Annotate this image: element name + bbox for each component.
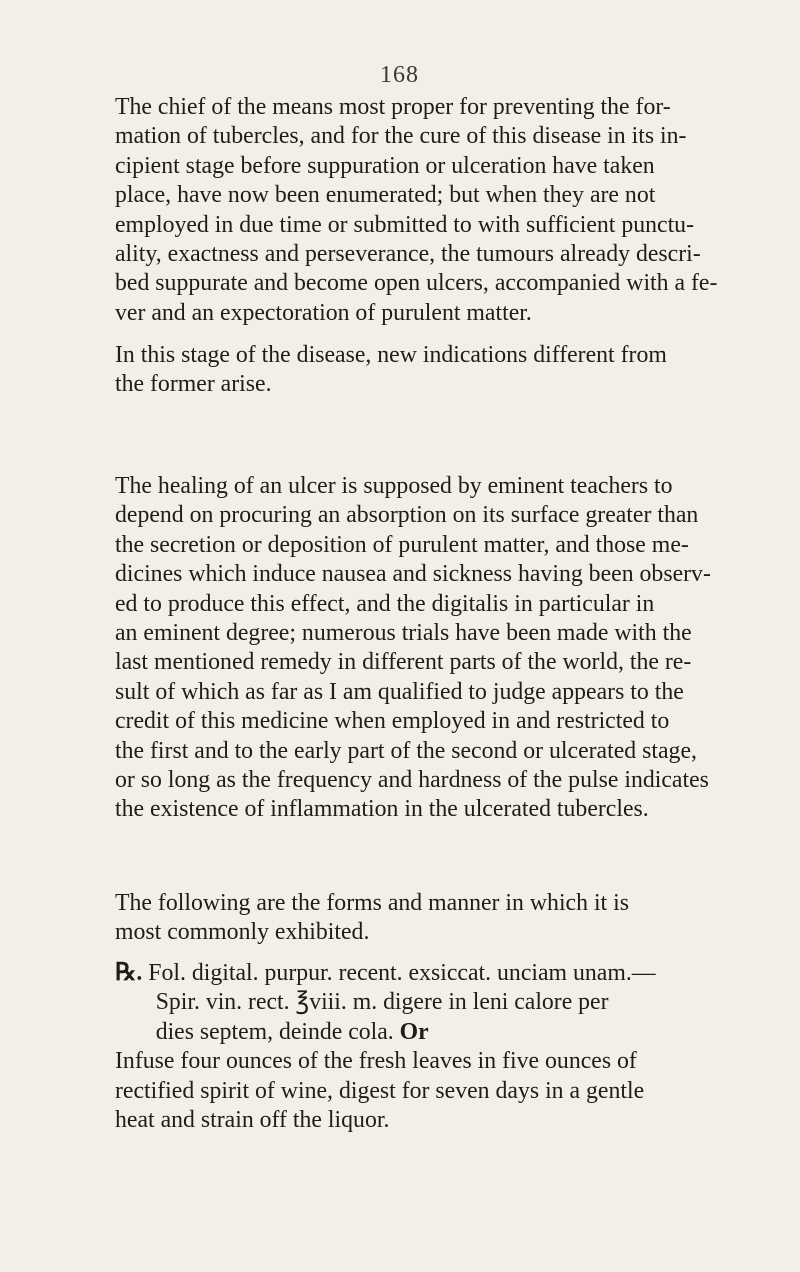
text-line: The healing of an ulcer is supposed by eminent teachers to (115, 472, 673, 499)
recipe-text: Fol. digital. purpur. recent. exsiccat. unciam unam.— (148, 959, 656, 986)
text-line: most commonly exhibited. (115, 918, 370, 946)
recipe-line (115, 1017, 429, 1046)
text-line: In this stage of the disease, new indications different from (115, 341, 667, 368)
text-line: employed in due time or submitted to with sufficient punctu- (115, 210, 695, 238)
text-line: ver and an expectoration of purulent matter. (115, 298, 532, 326)
paragraph-healing-ulcer (115, 471, 800, 824)
text-line: the first and to the early part of the second or ulcerated stage, (115, 736, 697, 764)
text-line: last mentioned remedy in different parts of the world, the re- (115, 648, 692, 676)
text-line: dicines which induce nausea and sickness having been observ- (115, 560, 711, 588)
recipe-line: heat and strain off the liquor. (115, 1106, 390, 1134)
paragraph-new-indications (115, 340, 800, 399)
page-number: 168 (380, 62, 419, 88)
recipe-text: dies septem, deinde cola. (155, 1017, 394, 1045)
recipe-block (115, 958, 800, 1134)
text-line: mation of tubercles, and for the cure of this disease in its in- (115, 122, 687, 150)
text-line: cipient stage before suppuration or ulceration have taken (115, 151, 655, 179)
text-line: place, have now been enumerated; but when they are not (115, 181, 656, 209)
recipe-line: rectified spirit of wine, digest for seven days in a gentle (115, 1076, 645, 1104)
text-line: The chief of the means most proper for preventing the for- (115, 93, 671, 120)
text-line: the secretion or deposition of purulent matter, and those me- (115, 530, 689, 558)
text-line: sult of which as far as I am qualified to judge appears to the (115, 677, 684, 705)
text-line: or so long as the frequency and hardness of the pulse indicates (115, 766, 709, 794)
paragraph-forms (115, 888, 800, 947)
text-line: an eminent degree; numerous trials have been made with the (115, 619, 692, 647)
or-word: Or (399, 1017, 429, 1045)
rx-symbol: ℞. (115, 959, 143, 986)
text-line: credit of this medicine when employed in and restricted to (115, 707, 670, 735)
text-line: The following are the forms and manner in which it is (115, 889, 629, 916)
text-line: the existence of inflammation in the ulcerated tubercles. (115, 795, 649, 823)
text-line: depend on procuring an absorption on its surface greater than (115, 501, 699, 529)
text-line: the former arise. (115, 370, 272, 398)
recipe-line: Spir. vin. rect. ℥viii. m. digere in leni calore per (155, 988, 609, 1016)
text-line: ality, exactness and perseverance, the tumours already descri- (115, 240, 701, 268)
text-line: ed to produce this effect, and the digitalis in particular in (115, 589, 655, 617)
recipe-line: Infuse four ounces of the fresh leaves in five ounces of (115, 1047, 637, 1075)
paragraph-prevention (115, 92, 800, 327)
text-line: bed suppurate and become open ulcers, accompanied with a fe- (115, 269, 718, 297)
recipe-line (115, 958, 656, 987)
